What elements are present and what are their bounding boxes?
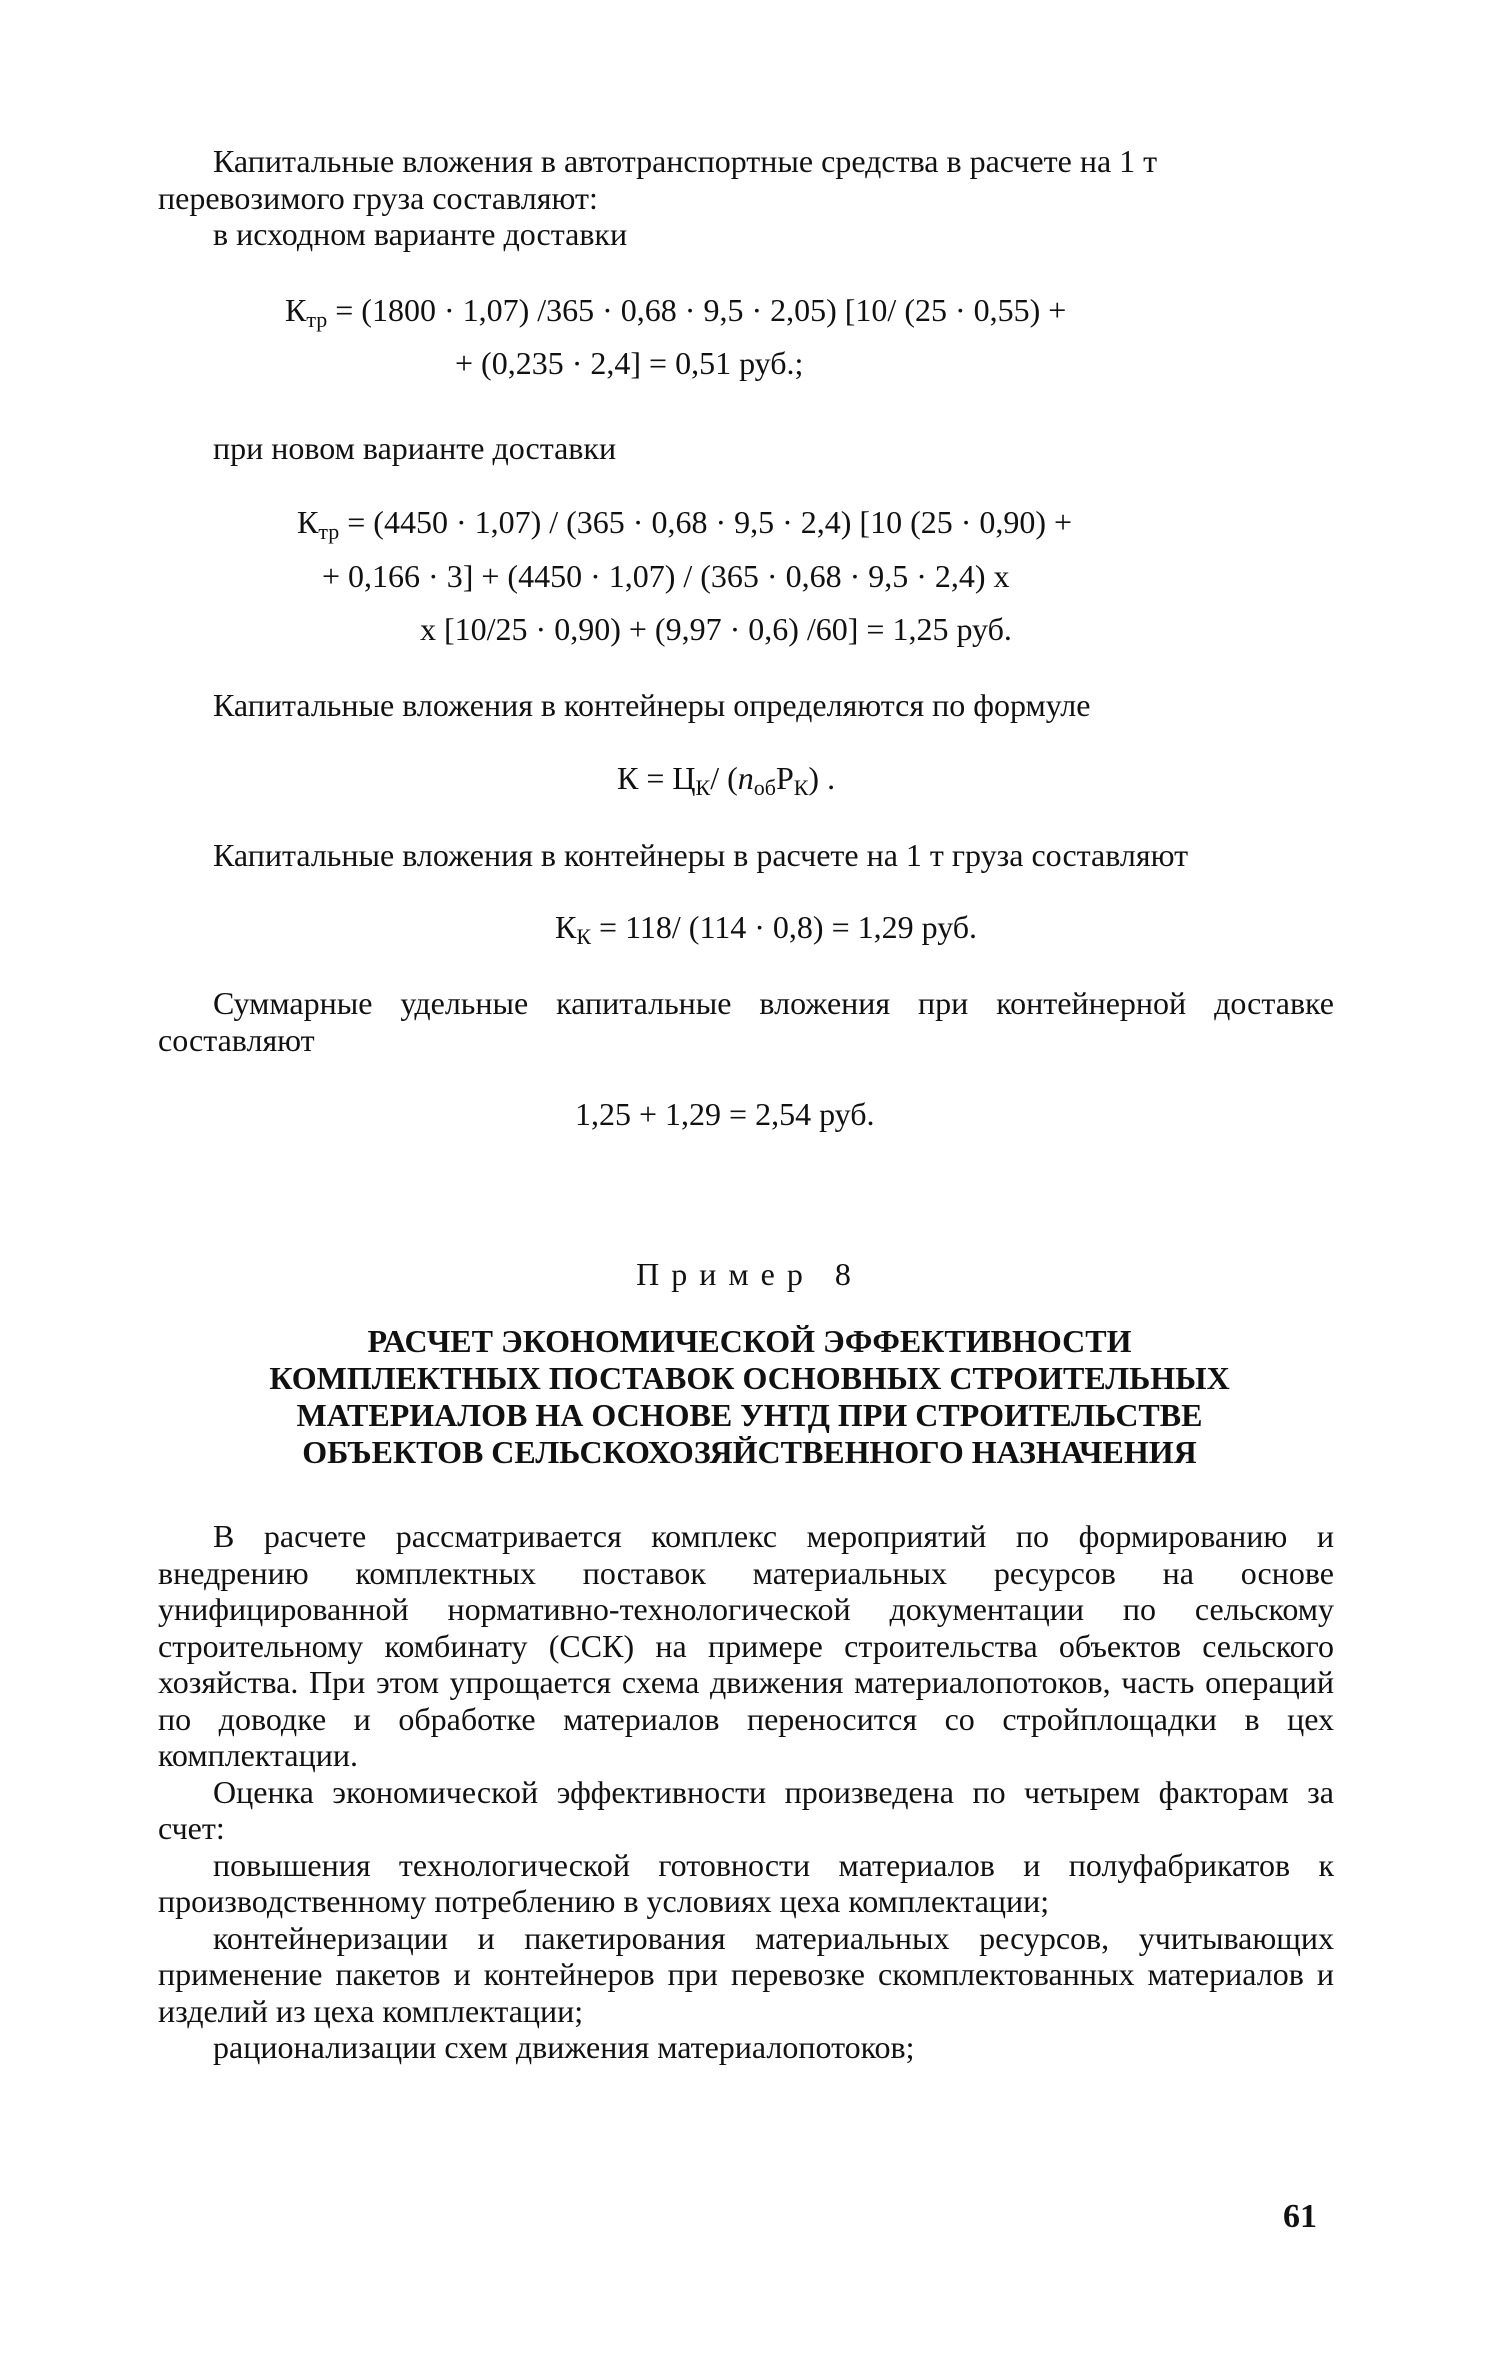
formula-symbol: К <box>285 292 307 328</box>
section-heading <box>200 1323 1299 1471</box>
formula-ktr-initial-line2: + (0,235 · 2,4] = 0,51 руб.; <box>455 345 804 381</box>
paragraph-factor-readiness: повышения технологической готовности материалов и полуфабрикатов к производственному потреблению в условиях цеха комплектации; <box>158 1846 1334 1919</box>
formula-total: 1,25 + 1,29 = 2,54 руб. <box>575 1096 875 1132</box>
body-text <box>158 1518 1334 2066</box>
heading-line: КОМПЛЕКТНЫХ ПОСТАВОК ОСНОВНЫХ СТРОИТЕЛЬНЫХ <box>269 1360 1230 1396</box>
formula-ktr-new-line1 <box>297 502 1072 542</box>
formula-text: / ( <box>710 760 738 796</box>
formula-symbol: К <box>297 504 319 540</box>
paragraph-total-investment: Суммарные удельные капитальные вложения при контейнерной доставке составляют <box>158 985 1334 1058</box>
formula-text: = 118/ (114 · 0,8) = 1,29 руб. <box>591 909 978 945</box>
formula-text: = (4450 · 1,07) / (365 · 0,68 · 9,5 · 2,4) [10 (25 · 0,90) + <box>339 504 1073 540</box>
paragraph-factor-containers: контейнеризации и пакетирования материальных ресурсов, учитывающих применение пакетов и контейнеров при перевозке скомплектованных материалов и изделий из цеха комплектации; <box>158 1919 1334 2029</box>
formula-text: Р <box>775 760 794 796</box>
paragraph-new-variant: при новом варианте доставки <box>213 430 617 466</box>
formula-ktr-new-line2: + 0,166 · 3] + (4450 · 1,07) / (365 · 0,68 · 9,5 · 2,4) x <box>322 558 1010 594</box>
paragraph-line: перевозимого груза составляют: <box>158 179 598 216</box>
paragraph-container-per-ton: Капитальные вложения в контейнеры в расчете на 1 т груза составляют <box>213 837 1189 873</box>
formula-ktr-initial-line1 <box>285 290 1066 330</box>
heading-line: МАТЕРИАЛОВ НА ОСНОВЕ УНТД ПРИ СТРОИТЕЛЬСТВЕ <box>296 1397 1203 1433</box>
formula-container-investment <box>617 758 835 798</box>
formula-subscript: об <box>753 775 776 800</box>
example-label: Пример 8 <box>636 1256 863 1292</box>
formula-subscript: тр <box>318 519 340 544</box>
page-number: 61 <box>1283 2198 1317 2235</box>
paragraph-evaluation: Оценка экономической эффективности произведена по четырем факторам за счет: <box>158 1773 1334 1846</box>
paragraph-factor-flows: рационализации схем движения материалопотоков; <box>213 2029 915 2065</box>
formula-symbol: К <box>555 909 577 945</box>
formula-kk <box>555 907 977 947</box>
paragraph-intro: В расчете рассматривается комплекс мероприятий по формированию и внедрению комплектных поставок материальных ресурсов на основе унифицированной нормативно-технологической документации по сельскому строительному комбинату (ССК) на примере строительства объектов сельского хозяйства. При этом упрощается схема движения материалопотоков, часть операций по доводке и обработке материалов переносится со стройплощадки в цех комплектации. <box>158 1518 1334 1773</box>
formula-text: = (1800 · 1,07) /365 · 0,68 · 9,5 · 2,05) [10/ (25 · 0,55) + <box>327 292 1067 328</box>
formula-text: ) . <box>808 760 836 796</box>
formula-text: К = Ц <box>617 760 696 796</box>
paragraph-line: в исходном варианте доставки <box>213 216 628 252</box>
paragraph-container-formula-intro: Капитальные вложения в контейнеры определяются по формуле <box>213 687 1091 723</box>
formula-subscript: К <box>695 775 711 800</box>
paragraph-capital-investments <box>158 143 1334 253</box>
formula-subscript: К <box>576 924 592 949</box>
formula-variable: n <box>737 760 754 796</box>
formula-ktr-new-line3: x [10/25 · 0,90) + (9,97 · 0,6) /60] = 1,25 руб. <box>420 611 1012 647</box>
formula-subscript: К <box>793 775 809 800</box>
paragraph-line: Капитальные вложения в автотранспортные средства в расчете на 1 т <box>213 143 1158 179</box>
heading-line: РАСЧЕТ ЭКОНОМИЧЕСКОЙ ЭФФЕКТИВНОСТИ <box>367 1323 1132 1359</box>
heading-line: ОБЪЕКТОВ СЕЛЬСКОХОЗЯЙСТВЕННОГО НАЗНАЧЕНИЯ <box>302 1434 1197 1470</box>
formula-subscript: тр <box>306 307 328 332</box>
